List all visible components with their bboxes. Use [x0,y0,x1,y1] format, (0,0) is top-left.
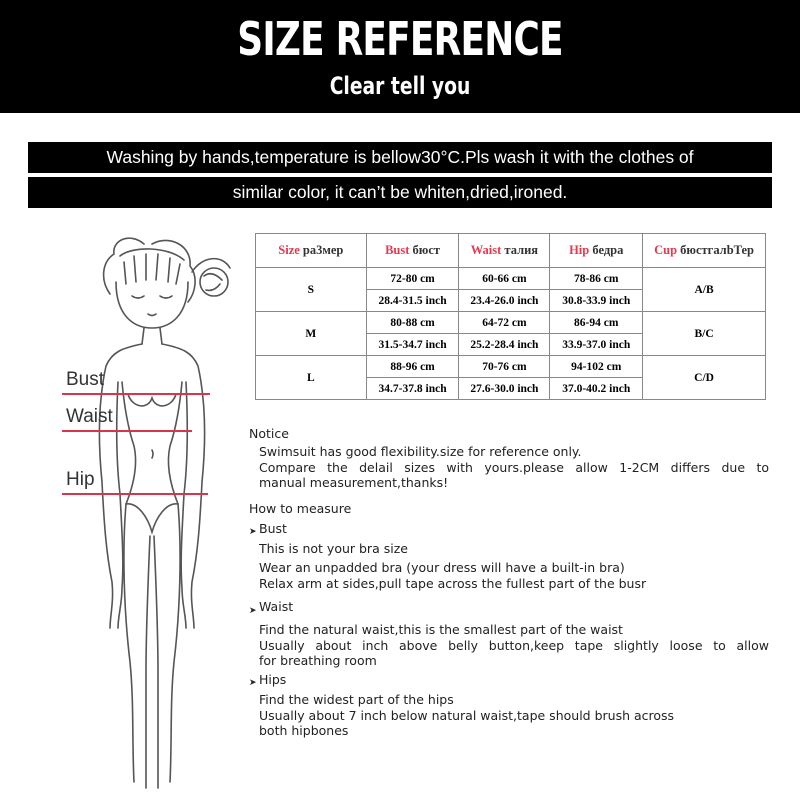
washing-instructions-line-1: Washing by hands,temperature is bellow30°C.Pls wash it with the clothes of [28,142,772,173]
hip-inch-cell: 30.8-33.9 inch [550,290,643,312]
bust-line-3: Relax arm at sides,pull tape across the fullest part of the busr [259,576,647,591]
bullet-arrow-icon: ➤ [249,527,257,537]
page-subtitle: Clear tell you [329,72,471,100]
bust-cm-cell: 72-80 cm [366,268,459,290]
page-title: SIZE REFERENCE [237,12,563,66]
bust-inch-cell: 28.4-31.5 inch [366,290,459,312]
hip-inch-cell: 37.0-40.2 inch [550,378,643,400]
waist-line-2: Usually about inch above belly button,keep tape slightly loose to allow [259,638,769,653]
notice-line-3: manual measurement,thanks! [259,475,449,490]
hips-line-1: Find the widest part of the hips [259,692,454,707]
bust-cm-cell: 80-88 cm [366,312,459,334]
washing-instructions-line-2: similar color, it can’t be whiten,dried,ironed. [28,177,772,208]
header-hip: Hip бедра [550,234,643,268]
bust-line [62,393,210,395]
body-figure-illustration [52,232,252,797]
hip-cm-cell: 94-102 cm [550,356,643,378]
bullet-arrow-icon: ➤ [249,678,257,688]
notice-heading: Notice [249,426,289,441]
cup-cell: C/D [643,356,766,400]
notice-line-2: Compare the delail sizes with yours.please allow 1-2CM differs due to [259,460,769,475]
hips-section-title: Hips [259,672,287,687]
hip-cm-cell: 78-86 cm [550,268,643,290]
bust-line-2: Wear an unpadded bra (your dress will have a built-in bra) [259,560,625,575]
how-to-heading: How to measure [249,501,352,516]
waist-inch-cell: 27.6-30.0 inch [459,378,550,400]
hip-cm-cell: 86-94 cm [550,312,643,334]
notice-line-1: Swimsuit has good flexibility.size for reference only. [259,444,582,459]
bust-inch-cell: 34.7-37.8 inch [366,378,459,400]
table-row [256,268,766,290]
cup-cell: B/C [643,312,766,356]
waist-line-3: for breathing room [259,653,377,668]
bust-inch-cell: 31.5-34.7 inch [366,334,459,356]
waist-section-title: Waist [259,599,294,614]
waist-cm-cell: 70-76 cm [459,356,550,378]
table-row [256,312,766,334]
header-waist: Waist талия [459,234,550,268]
hips-line-3: both hipbones [259,723,349,738]
hip-line [62,493,208,495]
size-cell: S [256,268,367,312]
waist-inch-cell: 23.4-26.0 inch [459,290,550,312]
hip-inch-cell: 33.9-37.0 inch [550,334,643,356]
waist-label: Waist [66,406,113,427]
waist-line-1: Find the natural waist,this is the smallest part of the waist [259,622,623,637]
bust-section-title: Bust [259,521,287,536]
header-bust: Bust бюст [366,234,459,268]
waist-cm-cell: 60-66 cm [459,268,550,290]
bullet-arrow-icon: ➤ [249,606,257,616]
size-cell: L [256,356,367,400]
cup-cell: A/B [643,268,766,312]
hips-line-2: Usually about 7 inch below natural waist,tape should brush across [259,708,675,723]
table-header-row [256,234,766,268]
hip-label: Hip [66,469,95,490]
header-size: Size ра3мер [256,234,367,268]
bust-cm-cell: 88-96 cm [366,356,459,378]
waist-inch-cell: 25.2-28.4 inch [459,334,550,356]
bust-line-1: This is not your bra size [259,541,408,556]
table-row [256,356,766,378]
waist-cm-cell: 64-72 cm [459,312,550,334]
header-cup: Cup бюстгалbТер [643,234,766,268]
bust-label: Bust [66,369,105,390]
size-table [255,233,766,400]
header-banner [0,0,800,113]
size-cell: M [256,312,367,356]
waist-line [62,430,192,432]
